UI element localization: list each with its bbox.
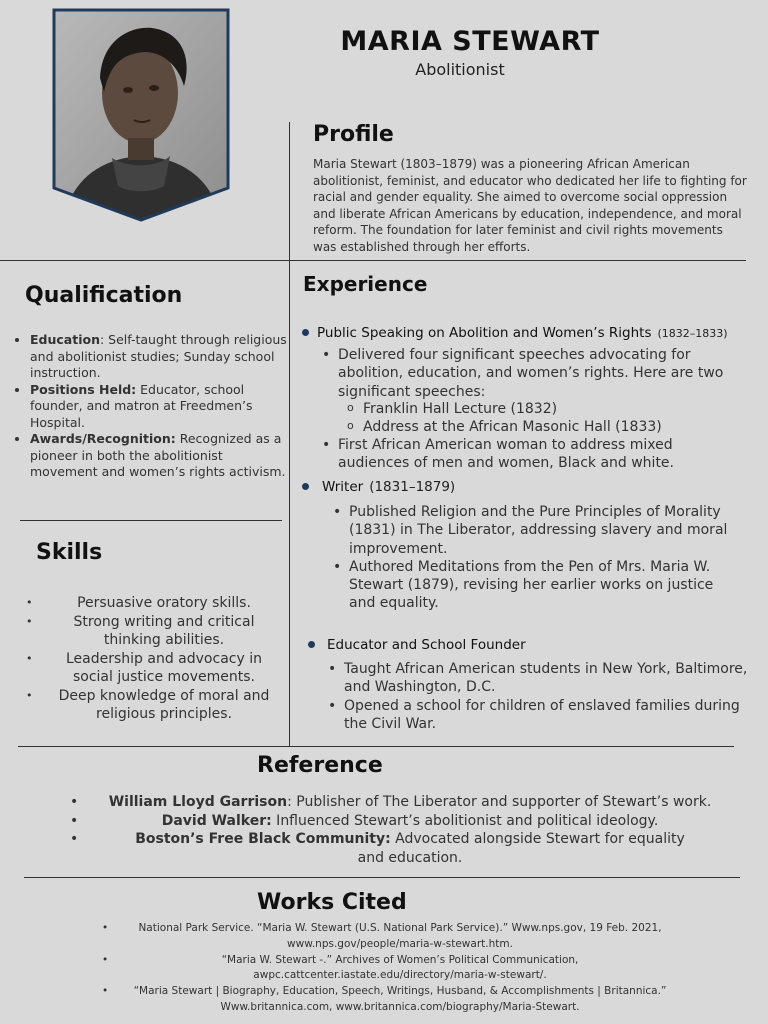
works-cited-item: • “Maria W. Stewart -.” Archives of Women’s Political Communication, awpc.cattcenter.iastate.edu/directory/maria-w-stewart/. [102, 953, 579, 982]
experience-bullet: • Opened a school for children of enslaved families during the Civil War. [326, 697, 756, 734]
skill-item: • Persuasive oratory skills. [20, 594, 282, 613]
citation-text: “Maria W. Stewart -.” Archives of Women’s Political Communication, awpc.cattcenter.iastate.edu/directory/maria-w-stewart/. [221, 953, 579, 982]
experience-title: Public Speaking on Abolition and Women’s Rights [317, 325, 652, 341]
experience-entry-2 [302, 476, 702, 495]
experience-bullet: • Delivered four significant speeches advocating for abolition, education, and women’s rights. Here are two significant speeches: [320, 346, 730, 401]
citation-text: “Maria Stewart | Biography, Education, Speech, Writings, Husband, & Accomplishments | Britannica.” Www.britannica.com, www.britannica.com/biography/Maria-Stewart. [133, 985, 667, 1013]
experience-dates: (1831–1879) [369, 479, 456, 495]
skill-item: • Leadership and advocacy in social justice movements. [20, 650, 282, 687]
qualification-label: Positions Held: [30, 381, 137, 397]
experience-title: Writer [322, 479, 364, 495]
experience-bullets-2 [331, 503, 731, 613]
qualification-item [30, 332, 290, 382]
profile-text: Maria Stewart (1803–1879) was a pioneering African American abolitionist, feminist, and educator who dedicated her life to fighting for racial and gender equality. She aimed to overcome social oppression and liberate African Americans by education, independence, and moral reform. The foundation for later feminist and civil rights movements was established through her efforts. [313, 157, 747, 254]
divider-works [24, 877, 740, 878]
reference-item: • David Walker: Influenced Stewart’s abolitionist and political ideology. [70, 812, 659, 829]
qualification-heading: Qualification [25, 283, 183, 308]
skill-item: • Deep knowledge of moral and religious principles. [20, 687, 282, 724]
experience-bullet: • Published Religion and the Pure Principles of Morality (1831) in The Liberator, addressing slavery and moral improvement. [331, 503, 731, 558]
experience-bullet: • Taught African American students in New York, Baltimore, and Washington, D.C. [326, 660, 756, 697]
experience-heading: Experience [303, 272, 428, 296]
qualification-text: : Self-taught through religious and abolitionist studies; Sunday school instruction. [30, 332, 287, 380]
experience-dates: (1832–1833) [657, 327, 728, 340]
portrait-photo [52, 8, 230, 222]
experience-subbullet: o Address at the African Masonic Hall (1833) [345, 418, 725, 436]
reference-text: Influenced Stewart’s abolitionist and political ideology. [271, 812, 659, 829]
qualification-item [30, 382, 290, 432]
works-cited-item: • National Park Service. “Maria W. Stewart (U.S. National Park Service).” Www.nps.gov, 19 Feb. 2021, www.nps.gov/people/maria-w-stewart.htm. [102, 922, 662, 950]
qualification-text: Recognized as a pioneer in both the abolitionist movement and women’s rights activism. [30, 431, 286, 479]
qualification-list [14, 332, 290, 481]
qualification-label: Awards/Recognition: [30, 431, 176, 446]
experience-bullets-1 [320, 346, 730, 401]
reference-item: • Boston’s Free Black Community: Advocated alongside Stewart for equality and education. [70, 831, 685, 866]
divider-top [0, 260, 746, 261]
works-cited-list [102, 921, 690, 1016]
bullet-dot-icon [302, 483, 309, 490]
qualification-item [30, 431, 290, 481]
reference-text: Advocated alongside Stewart for equality and education. [357, 831, 685, 866]
reference-list [60, 793, 760, 867]
reference-name: Boston’s Free Black Community: [135, 831, 391, 847]
experience-bullet: • Authored Meditations from the Pen of Mrs. Maria W. Stewart (1879), revising her earlier works on justice and equality. [331, 558, 731, 613]
person-role: Abolitionist [415, 60, 505, 79]
experience-title: Educator and School Founder [327, 637, 526, 653]
skills-heading: Skills [36, 540, 103, 565]
experience-subbullet: o Franklin Hall Lecture (1832) [345, 400, 725, 418]
divider-reference [18, 746, 734, 747]
works-cited-heading: Works Cited [257, 890, 407, 915]
qualification-text: Educator, school founder, and matron at Freedmen’s Hospital. [30, 381, 253, 430]
experience-bullet: • First African American woman to address mixed audiences of men and women, Black and white. [320, 436, 730, 473]
experience-entry-1 [302, 322, 762, 341]
bullet-dot-icon [302, 329, 309, 336]
bullet-dot-icon [308, 641, 315, 648]
person-name: MARIA STEWART [340, 26, 600, 57]
experience-bullets-1b [320, 436, 730, 473]
reference-item: • William Lloyd Garrison: Publisher of The Liberator and supporter of Stewart’s work. [70, 794, 712, 810]
skills-list [20, 594, 282, 724]
experience-bullets-3 [326, 660, 756, 733]
skill-item: • Strong writing and critical thinking abilities. [20, 613, 282, 650]
experience-entry-3 [308, 634, 708, 653]
divider-skills [20, 520, 282, 521]
citation-text: National Park Service. “Maria W. Stewart (U.S. National Park Service).” Www.nps.gov, 19 Feb. 2021, www.nps.gov/people/maria-w-stewart.htm. [138, 922, 662, 950]
qualification-label: Education [30, 332, 100, 347]
reference-text: : Publisher of The Liberator and supporter of Stewart’s work. [287, 794, 712, 810]
profile-heading: Profile [313, 122, 394, 147]
experience-subbullets-1 [345, 400, 725, 437]
works-cited-item: • “Maria Stewart | Biography, Education, Speech, Writings, Husband, & Accomplishments | Britannica.” Www.britannica.com, www.britannica.com/biography/Maria-Stewart. [102, 985, 667, 1013]
reference-name: William Lloyd Garrison [108, 794, 288, 810]
reference-heading: Reference [257, 753, 383, 778]
reference-name: David Walker: [161, 812, 272, 829]
